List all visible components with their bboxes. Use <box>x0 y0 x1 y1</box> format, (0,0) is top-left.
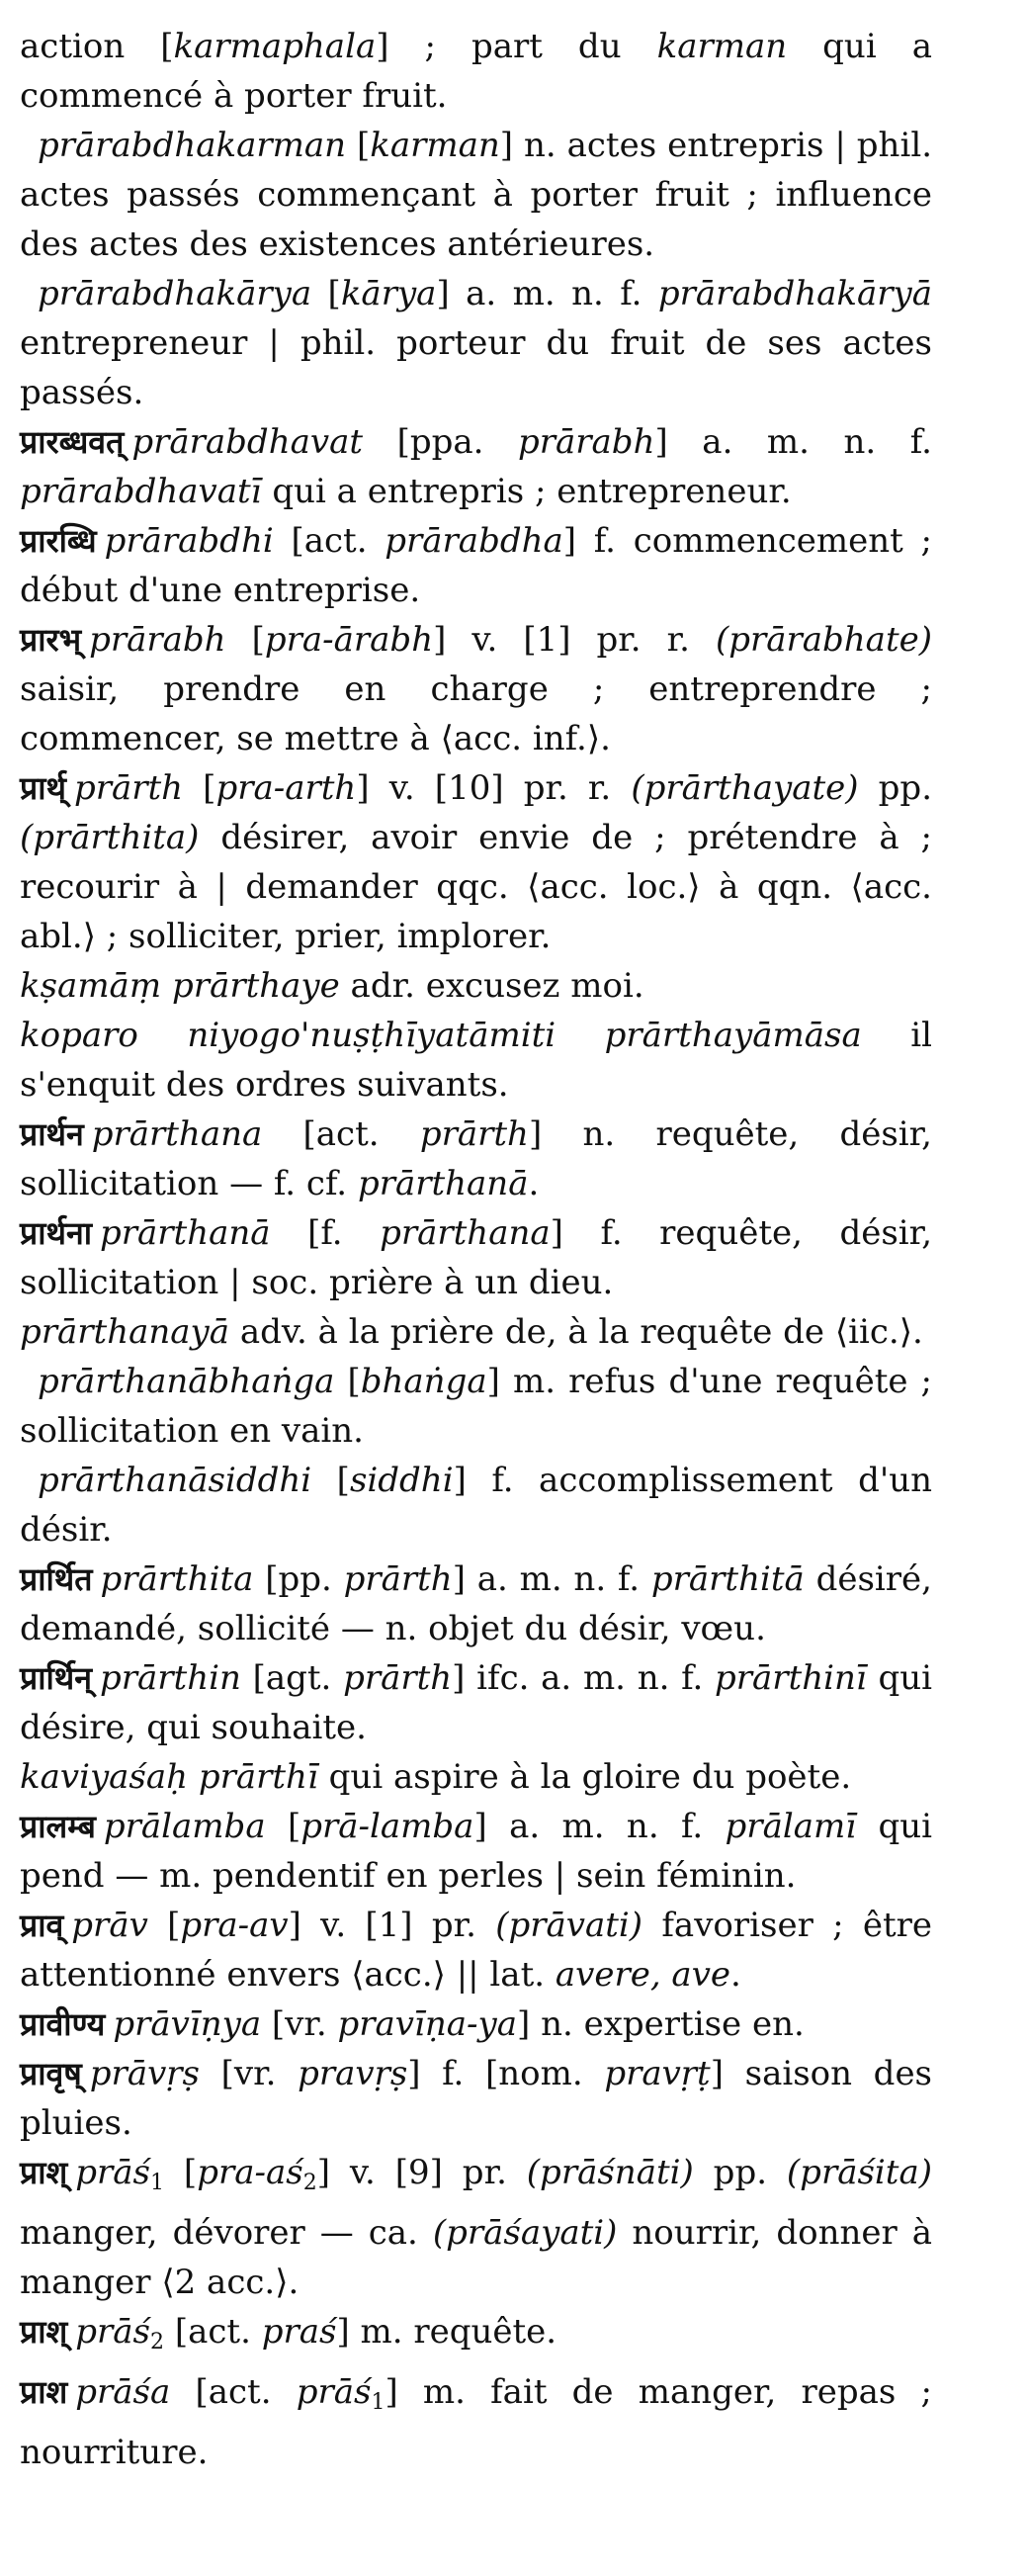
italic-term: (prāśita) <box>786 2153 932 2192</box>
italic-term: prārthanā <box>357 1164 529 1203</box>
entry-text: pp. <box>693 2153 787 2192</box>
entry-text: ] f. requête, désir, sollicitation | soc. prière à un dieu. <box>20 1213 933 1302</box>
italic-term: prārthanā <box>100 1213 271 1253</box>
entry-text: [ <box>147 1906 181 1945</box>
entry-text: . <box>730 1955 741 1995</box>
italic-term: prāśa <box>75 2372 171 2412</box>
italic-term: prārthanāsiddhi <box>38 1461 312 1500</box>
dictionary-entry <box>20 1110 932 1208</box>
italic-term: (prāśayati) <box>432 2213 618 2253</box>
entry-text: ] ; part du <box>376 27 657 66</box>
italic-term: prārabdhakarman <box>38 126 347 165</box>
devanagari-headword: प्रावृष् <box>20 2055 82 2092</box>
italic-term: prārabdha <box>385 521 563 561</box>
entry-text: entrepreneur | phil. porteur du fruit de ses actes passés. <box>20 323 932 412</box>
italic-term: praś <box>261 2312 337 2352</box>
entry-text: nourrir, donner à manger ⟨2 acc.⟩. <box>20 2213 932 2302</box>
italic-term: kṣamāṃ prārthaye <box>20 966 340 1006</box>
italic-term: prārthin <box>100 1658 241 1698</box>
italic-term: prārth <box>343 1559 453 1599</box>
entry-text: ] m. requête. <box>336 2312 557 2352</box>
entry-text: qui a entrepris ; entrepreneur. <box>261 472 792 511</box>
entry-text: ] n. expertise en. <box>517 2004 805 2044</box>
italic-term: prārabdhi <box>104 521 274 561</box>
italic-term: karman <box>370 126 500 165</box>
dictionary-entry <box>20 1208 932 1307</box>
dictionary-subentry <box>20 269 932 417</box>
entry-text: qui désire, qui souhaite. <box>20 1658 932 1747</box>
italic-term: prārthita <box>100 1559 254 1599</box>
italic-term: karmaphala <box>173 27 377 66</box>
devanagari-headword: प्रालम्ब <box>20 1808 96 1845</box>
entry-text: ] a. m. n. f. <box>473 1807 726 1846</box>
entry-text: désirer, avoir envie de ; prétendre à ; recourir à | demander qqc. ⟨acc. loc.⟩ à qqn. ⟨acc. abl.⟩ ; solliciter, prier, implorer. <box>20 818 932 956</box>
entry-text: [f. <box>270 1213 381 1253</box>
dictionary-entry <box>20 2049 932 2148</box>
entry-text: [ <box>334 1362 361 1401</box>
entry-text: ] v. [10] pr. r. <box>356 768 632 808</box>
dictionary-entry <box>20 516 932 615</box>
italic-term: prārabh <box>518 422 655 462</box>
dictionary-entry <box>20 1653 932 1752</box>
entry-text: qui aspire à la gloire du poète. <box>317 1757 852 1797</box>
italic-term: prārthana <box>380 1213 551 1253</box>
entry-text: [ <box>265 1807 301 1846</box>
entry-text: adr. excusez moi. <box>339 966 644 1006</box>
dictionary-entry <box>20 2307 932 2367</box>
entry-text: ] m. refus d'une requête ; sollicitation en vain. <box>20 1362 933 1451</box>
italic-term: prārabdhavat <box>131 422 364 462</box>
entry-text: ] f. accomplissement d'un désir. <box>20 1461 932 1550</box>
dictionary-line <box>20 1752 932 1802</box>
italic-term: pravīṇa-ya <box>337 2004 518 2044</box>
italic-term: prārth <box>343 1658 453 1698</box>
entry-text: adv. à la prière de, à la requête de ⟨iic.⟩. <box>229 1312 923 1352</box>
italic-term: (prārthita) <box>20 818 200 857</box>
entry-text: [ <box>164 2153 198 2192</box>
entry-text: ] f. [nom. <box>407 2054 605 2093</box>
entry-text: [ <box>311 1461 350 1500</box>
entry-text: [vr. <box>200 2054 299 2093</box>
entry-text: ] ifc. a. m. n. f. <box>452 1658 715 1698</box>
entry-text: [vr. <box>261 2004 338 2044</box>
devanagari-headword: प्रार्थित <box>20 1560 93 1598</box>
dictionary-entry <box>20 2148 932 2307</box>
italic-term: prārabdhakāryā <box>657 274 932 313</box>
devanagari-headword: प्राव् <box>20 1907 64 1944</box>
italic-term: (prāśnāti) <box>526 2153 694 2192</box>
entry-text: ] f. commencement ; début d'une entreprise. <box>20 521 932 610</box>
italic-term: pravṛṭ <box>604 2054 711 2093</box>
subscript-index: 2 <box>150 2330 165 2354</box>
entry-text: action [ <box>20 27 174 66</box>
italic-term: prārabh <box>89 620 226 660</box>
devanagari-headword: प्रारभ् <box>20 621 82 659</box>
dictionary-subentry <box>20 1357 932 1456</box>
entry-text: ] v. [1] pr. r. <box>433 620 716 660</box>
dictionary-entry <box>20 1802 932 1901</box>
subscript-index: 1 <box>150 2171 165 2195</box>
dictionary-entry <box>20 417 932 516</box>
devanagari-headword: प्रार्थना <box>20 1214 92 1252</box>
italic-term: pra-arth <box>215 768 357 808</box>
dictionary-entry <box>20 1554 932 1653</box>
dictionary-entry <box>20 763 932 961</box>
devanagari-headword: प्रार्थ् <box>20 769 66 807</box>
entry-text: ] v. [1] pr. <box>288 1906 496 1945</box>
italic-term: prārthinī <box>715 1658 867 1698</box>
entry-text: il s'enquit des ordres suivants. <box>20 1016 933 1105</box>
dictionary-entry <box>20 1901 932 1999</box>
dictionary-subentry <box>20 121 932 269</box>
italic-term: prālamī <box>725 1807 857 1846</box>
dictionary-subentry <box>20 1456 932 1554</box>
entry-text: [agt. <box>240 1658 344 1698</box>
italic-term: prāv <box>71 1906 148 1945</box>
italic-term: (prāvati) <box>495 1906 643 1945</box>
devanagari-headword: प्रारब्धि <box>20 522 97 560</box>
dictionary-entry <box>20 1999 932 2049</box>
entry-text: [act. <box>273 521 385 561</box>
entry-text: ] a. m. n. f. <box>436 274 658 313</box>
devanagari-headword: प्रार्थन <box>20 1115 84 1153</box>
devanagari-headword: प्राश <box>20 2373 68 2411</box>
italic-term: prāvīṇya <box>113 2004 262 2044</box>
dictionary-line <box>20 1011 932 1110</box>
entry-text: [ <box>346 126 371 165</box>
italic-term: prārabdhakārya <box>38 274 312 313</box>
devanagari-headword: प्राश् <box>20 2313 68 2351</box>
italic-term: pravṛṣ <box>298 2054 408 2093</box>
italic-term: kaviyaśaḥ prārthī <box>20 1757 318 1797</box>
dictionary-entry <box>20 2367 932 2477</box>
italic-term: pra-aś <box>197 2153 303 2192</box>
entry-text: [pp. <box>253 1559 344 1599</box>
subscript-index: 2 <box>302 2171 317 2195</box>
entry-text: désiré, demandé, sollicité — n. objet du désir, vœu. <box>20 1559 932 1648</box>
subscript-index: 1 <box>371 2390 385 2415</box>
entry-text: pp. <box>858 768 932 808</box>
italic-term: kārya <box>340 274 437 313</box>
entry-text: [ <box>183 768 216 808</box>
entry-text: ] n. requête, désir, sollicitation — f. cf. <box>20 1114 932 1203</box>
entry-text: saisir, prendre en charge ; entreprendre ; commencer, se mettre à ⟨acc. inf.⟩. <box>20 669 932 758</box>
entry-text: ] v. [9] pr. <box>316 2153 527 2192</box>
devanagari-headword: प्रावीण्य <box>20 2005 106 2043</box>
italic-term: (prārthayate) <box>631 768 859 808</box>
italic-term: (prārabhate) <box>715 620 932 660</box>
dictionary-entry <box>20 615 932 763</box>
entry-text: ] m. fait de manger, repas ; nourriture. <box>20 2372 932 2472</box>
dictionary-line <box>20 22 932 121</box>
entry-text: ] a. m. n. f. <box>654 422 932 462</box>
italic-term: prālamba <box>103 1807 266 1846</box>
italic-term: prāś <box>75 2153 151 2192</box>
italic-term: bhaṅga <box>360 1362 487 1401</box>
italic-term: karman <box>656 27 788 66</box>
italic-term: siddhi <box>349 1461 454 1500</box>
italic-term: prārthanābhaṅga <box>38 1362 335 1401</box>
devanagari-headword: प्राश् <box>20 2154 68 2191</box>
italic-term: prāś <box>75 2312 151 2352</box>
entry-text: [act. <box>262 1114 420 1154</box>
entry-text: [ppa. <box>363 422 518 462</box>
italic-term: prā-lamba <box>300 1807 474 1846</box>
devanagari-headword: प्रारब्धवत् <box>20 423 125 461</box>
italic-term: prārthitā <box>650 1559 805 1599</box>
entry-text: [act. <box>170 2372 297 2412</box>
entry-text: [ <box>225 620 265 660</box>
entry-text: [act. <box>164 2312 262 2352</box>
italic-term: pra-ārabh <box>264 620 434 660</box>
entry-text: [ <box>311 274 341 313</box>
dictionary-line <box>20 1307 932 1357</box>
entry-text: manger, dévorer — ca. <box>20 2213 433 2253</box>
entry-text: favoriser ; être attentionné envers ⟨acc.⟩ || lat. <box>20 1906 932 1995</box>
entry-text: ] a. m. n. f. <box>452 1559 651 1599</box>
italic-term: koparo niyogo'nuṣṭhīyatāmiti prārthayāmāsa <box>20 1016 862 1055</box>
entry-text: qui pend — m. pendentif en perles | sein féminin. <box>20 1807 932 1896</box>
italic-term: prārth <box>419 1114 529 1154</box>
italic-term: prārthana <box>91 1114 263 1154</box>
dictionary-line <box>20 961 932 1011</box>
italic-term: avere, ave <box>555 1955 731 1995</box>
italic-term: pra-av <box>180 1906 289 1945</box>
entry-text: ] n. actes entrepris | phil. actes passés commençant à porter fruit ; influence des actes des existences antérieures. <box>20 126 933 264</box>
entry-text: ] saison des pluies. <box>20 2054 933 2143</box>
italic-term: prārabdhavatī <box>20 472 262 511</box>
italic-term: prārthanayā <box>20 1312 230 1352</box>
entry-text: . <box>528 1164 540 1203</box>
italic-term: prāś <box>296 2372 372 2412</box>
italic-term: prāvṛṣ <box>89 2054 200 2093</box>
italic-term: prārth <box>73 768 184 808</box>
devanagari-headword: प्रार्थिन् <box>20 1659 92 1697</box>
entry-text: qui a commencé à porter fruit. <box>20 27 932 116</box>
